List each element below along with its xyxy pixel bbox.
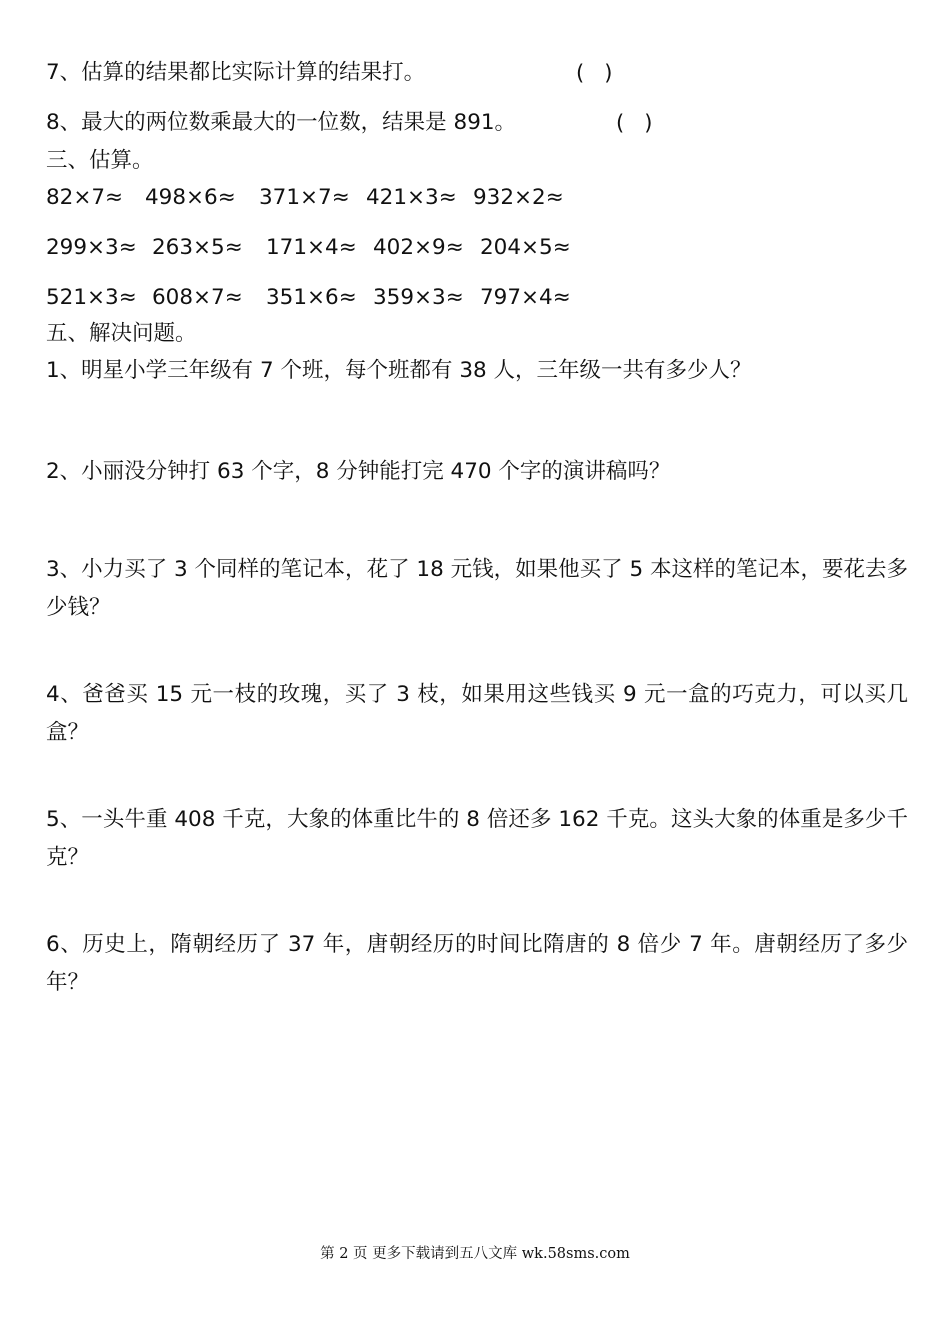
estimation-item: 608×7≈	[152, 285, 243, 310]
estimation-item: 263×5≈	[152, 235, 243, 260]
estimation-item: 82×7≈	[46, 185, 124, 210]
estimation-item: 359×3≈	[373, 285, 464, 310]
statement-7: 7、估算的结果都比实际计算的结果打。	[46, 60, 426, 85]
statement-8: 8、最大的两位数乘最大的一位数，结果是 891。	[46, 110, 517, 135]
problem-6: 6、历史上，隋朝经历了 37 年，唐朝经历的时间比隋唐的 8 倍少 7 年。唐朝经历了多少年？	[46, 932, 908, 995]
problem-2: 2、小丽没分钟打 63 个字，8 分钟能打完 470 个字的演讲稿吗？	[46, 459, 671, 484]
estimation-item: 421×3≈	[366, 185, 457, 210]
estimation-item: 371×7≈	[259, 185, 350, 210]
estimation-heading: 三、估算。	[46, 148, 154, 173]
problems-heading: 五、解决问题。	[46, 321, 197, 346]
page-footer: 第 2 页 更多下载请到五八文库 wk.58sms.com	[320, 1246, 630, 1262]
answer-bracket-7[interactable]: ( )	[576, 61, 613, 85]
estimation-item: 932×2≈	[473, 185, 564, 210]
estimation-item: 351×6≈	[266, 285, 357, 310]
problem-5: 5、一头牛重 408 千克，大象的体重比牛的 8 倍还多 162 千克。这头大象的体重是多少千克？	[46, 807, 908, 870]
estimation-item: 797×4≈	[480, 285, 571, 310]
estimation-item: 204×5≈	[480, 235, 571, 260]
estimation-item: 171×4≈	[266, 235, 357, 260]
estimation-item: 521×3≈	[46, 285, 137, 310]
problem-4: 4、爸爸买 15 元一枝的玫瑰，买了 3 枝，如果用这些钱买 9 元一盒的巧克力，可以买几盒？	[46, 682, 908, 745]
estimation-item: 299×3≈	[46, 235, 137, 260]
problem-1: 1、明星小学三年级有 7 个班，每个班都有 38 人，三年级一共有多少人？	[46, 358, 752, 383]
problem-3: 3、小力买了 3 个同样的笔记本，花了 18 元钱，如果他买了 5 本这样的笔记本，要花去多少钱？	[46, 557, 908, 620]
estimation-item: 402×9≈	[373, 235, 464, 260]
estimation-item: 498×6≈	[145, 185, 236, 210]
answer-bracket-8[interactable]: ( )	[616, 111, 653, 135]
